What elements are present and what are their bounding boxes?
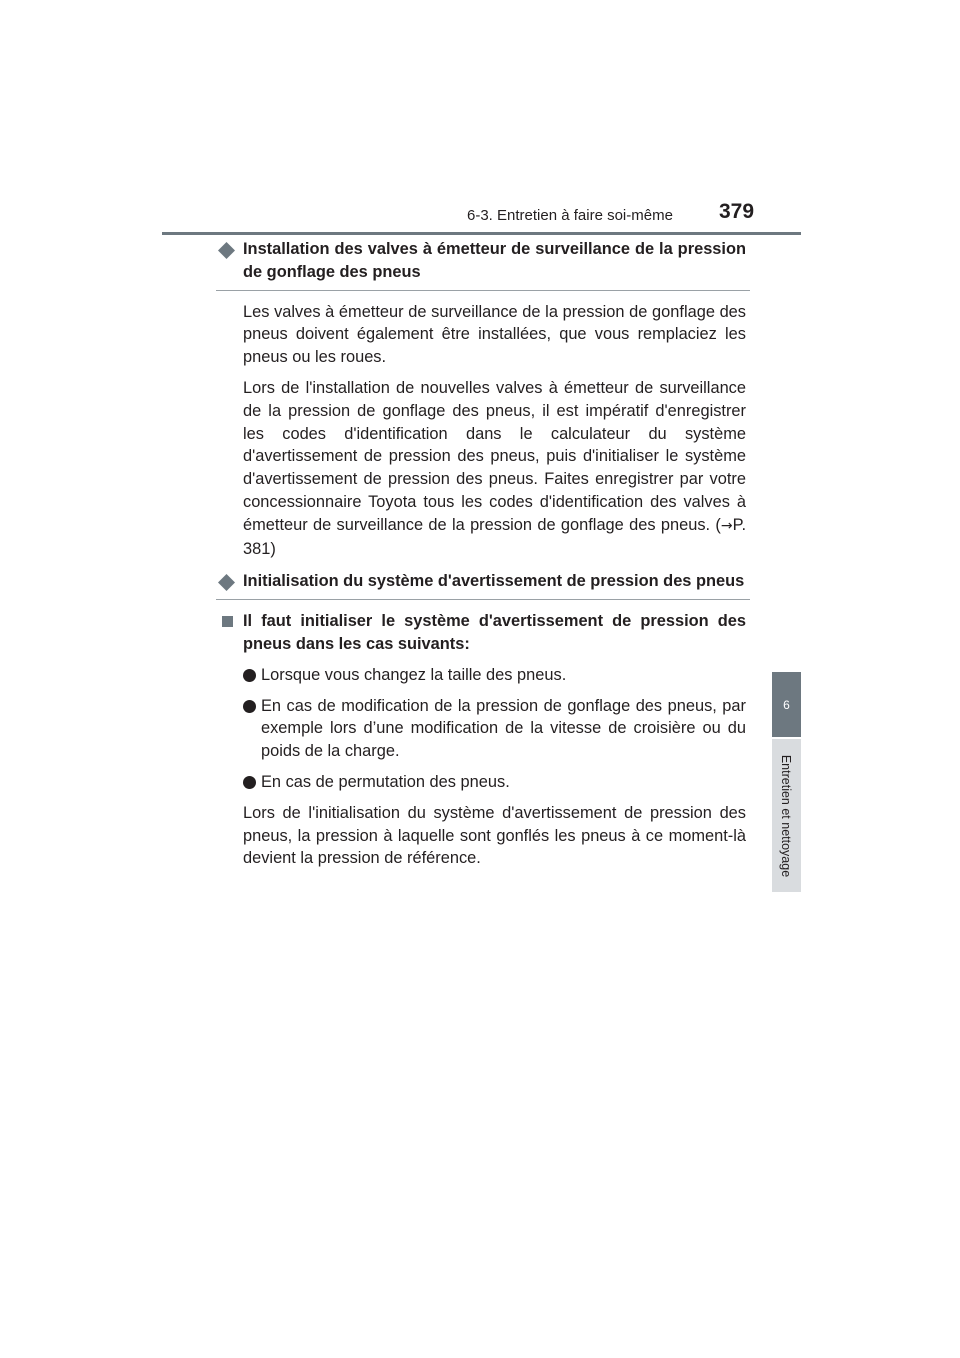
section-heading-installation	[216, 238, 750, 291]
page-number: 379	[719, 200, 755, 223]
list-item	[216, 695, 746, 763]
main-content	[216, 238, 746, 870]
paragraph-installation-2	[216, 377, 746, 560]
square-bullet-icon	[222, 616, 233, 627]
section-heading-initialisation-text: Initialisation du système d'avertissement de pression des pneus	[243, 572, 745, 591]
section-heading-installation-text: Installation des valves à émetteur de surveillance de la pression de gonflage des pneus	[243, 240, 746, 281]
condition-heading-text: Il faut initialiser le système d'avertissement de pression des pneus dans les cas suivants:	[243, 612, 746, 653]
diamond-bullet-icon	[218, 242, 235, 259]
round-bullet-icon	[243, 700, 256, 713]
round-bullet-icon	[243, 669, 256, 682]
list-item-text: En cas de permutation des pneus.	[261, 772, 510, 791]
paragraph-installation-1: Les valves à émetteur de surveillance de la pression de gonflage des pneus doivent également être installées, que vous remplaciez les pneus ou les roues.	[243, 302, 746, 367]
paragraph-closing: Lors de l'initialisation du système d'avertissement de pression des pneus, la pression à laquelle sont gonflés les pneus à ce moment-là devient la pression de référence.	[243, 803, 746, 868]
header-divider	[162, 232, 801, 235]
condition-heading	[216, 610, 746, 656]
side-tab-number-text: 6	[783, 697, 790, 712]
list-item-text: En cas de modification de la pression de gonflage des pneus, par exemple lors d’une modification de la vitesse de croisière ou du poids de la charge.	[261, 696, 746, 761]
section-heading-initialisation	[216, 570, 750, 600]
arrow-right-icon: →	[720, 517, 733, 534]
list-item	[216, 771, 746, 794]
side-tab-chapter-number	[772, 672, 801, 737]
side-tab-label-text: Entretien et nettoyage	[779, 754, 794, 877]
page-reference: (→P. 381)	[243, 515, 746, 558]
diamond-bullet-icon	[218, 574, 235, 591]
round-bullet-icon	[243, 776, 256, 789]
paragraph-installation-2-text: Lors de l'installation de nouvelles valves à émetteur de surveillance de la pression de gonflage des pneus, il est impératif d'enregistrer les codes d'identification dans le calculateur du système d'avertissement de pression des pneus, puis d'initialiser le système d'avertissement de pression des pneus. Faites enregistrer par votre concessionnaire Toyota tous les codes d'identification des valves à émetteur de surveillance de la pression de gonflage des pneus.	[243, 378, 746, 534]
list-item	[216, 664, 746, 687]
side-tab-chapter-label	[772, 739, 801, 892]
header-section-title: 6-3. Entretien à faire soi-même	[467, 207, 673, 224]
list-item-text: Lorsque vous changez la taille des pneus.	[261, 665, 567, 684]
